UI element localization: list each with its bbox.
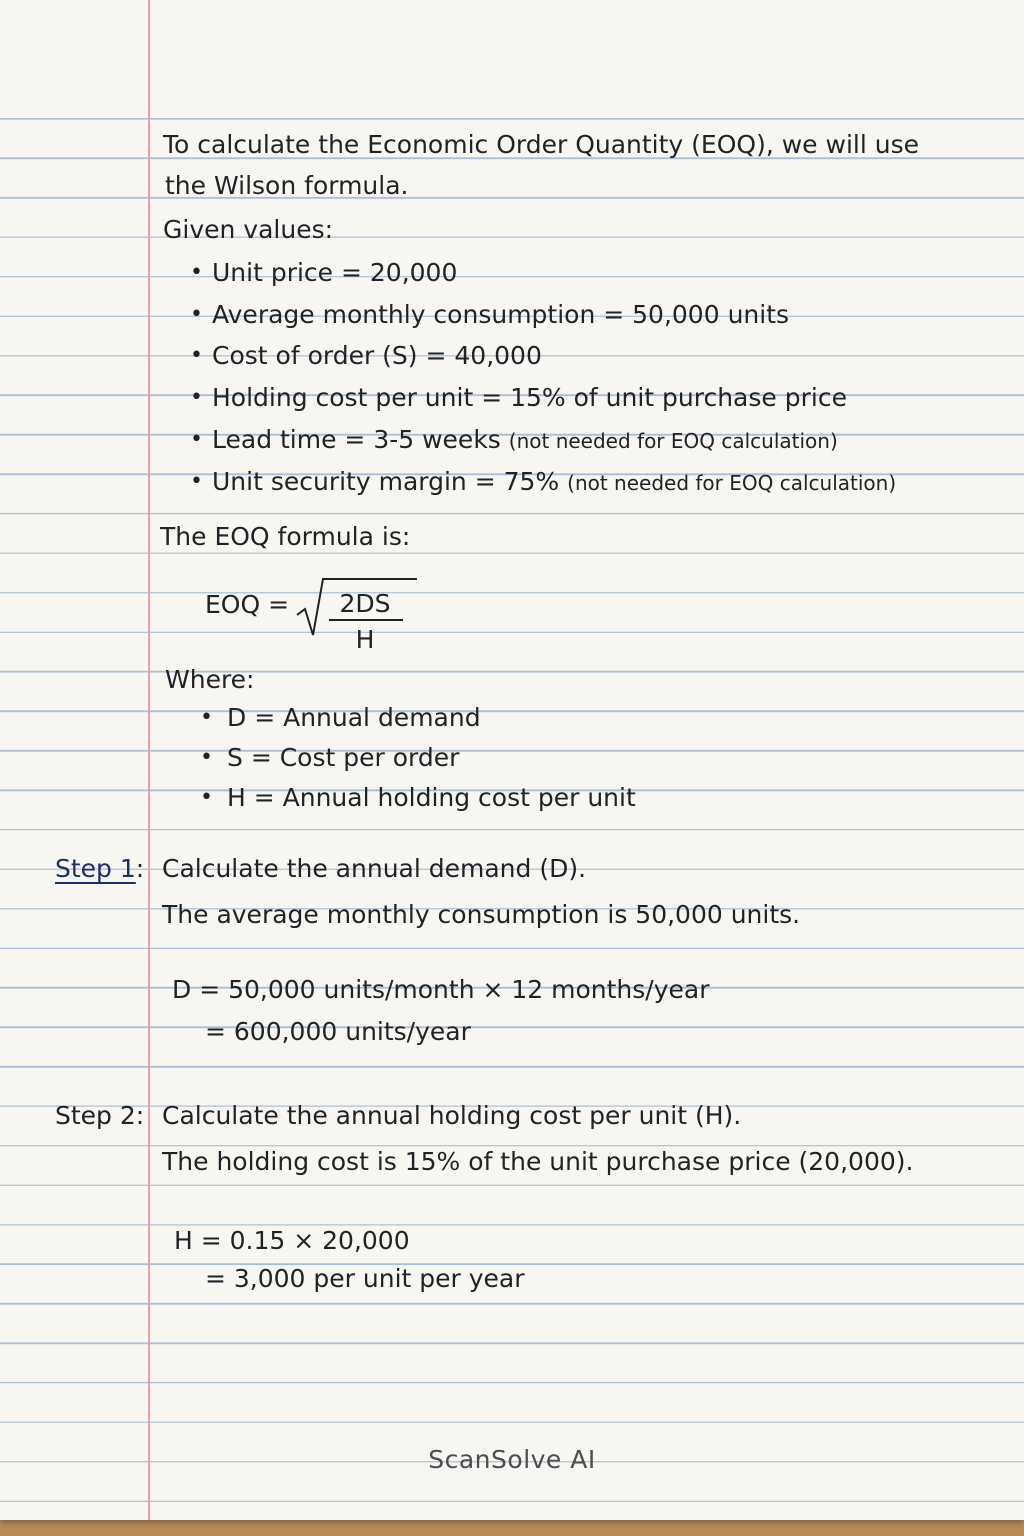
page-header-space — [0, 0, 1024, 118]
given-item-unit-price: Unit price = 20,000 — [212, 258, 458, 287]
bullet-icon: • — [190, 385, 203, 410]
formula-numerator: 2DS — [339, 589, 391, 618]
step-1-colon: : — [135, 854, 145, 883]
step-2-label: Step 2: — [55, 1101, 145, 1130]
where-item-d: D = Annual demand — [227, 703, 481, 732]
step-1-label — [55, 854, 144, 884]
where-heading: Where: — [165, 665, 255, 694]
given-heading: Given values: — [163, 215, 334, 244]
bullet-icon: • — [190, 343, 203, 368]
step-2-calc-line-1: H = 0.15 × 20,000 — [174, 1226, 410, 1255]
intro-line-2: the Wilson formula. — [165, 171, 409, 200]
step-1-title: Calculate the annual demand (D). — [162, 854, 587, 883]
watermark-label: ScanSolve AI — [428, 1445, 596, 1474]
bullet-icon: • — [190, 260, 203, 285]
security-margin-note: (not needed for EOQ calculation) — [567, 471, 897, 495]
formula-lhs: EOQ = — [205, 590, 290, 619]
lead-time-text: Lead time = 3-5 weeks — [212, 425, 501, 454]
given-item-security-margin — [212, 467, 896, 498]
bullet-icon: • — [190, 469, 203, 494]
lead-time-note: (not needed for EOQ calculation) — [508, 429, 838, 453]
where-item-s: S = Cost per order — [227, 743, 460, 772]
bullet-icon: • — [190, 427, 203, 452]
bullet-icon: • — [190, 302, 203, 327]
given-item-order-cost: Cost of order (S) = 40,000 — [212, 341, 542, 370]
bullet-icon: • — [200, 785, 213, 810]
step-2-description: The holding cost is 15% of the unit purchase price (20,000). — [162, 1147, 914, 1176]
margin-line — [148, 0, 150, 1520]
given-item-monthly-consumption: Average monthly consumption = 50,000 units — [212, 300, 790, 329]
step-1-label-text: Step 1 — [55, 854, 136, 883]
given-item-lead-time — [212, 425, 838, 456]
step-1-description: The average monthly consumption is 50,000 units. — [162, 900, 801, 929]
formula-denominator: H — [355, 625, 375, 654]
formula-intro: The EOQ formula is: — [160, 522, 411, 551]
step-1-calc-line-2: = 600,000 units/year — [205, 1017, 471, 1046]
step-1-calc-line-1: D = 50,000 units/month × 12 months/year — [172, 975, 710, 1004]
eoq-formula — [205, 575, 435, 660]
bullet-icon: • — [200, 705, 213, 730]
intro-line-1: To calculate the Economic Order Quantity (EOQ), we will use — [163, 130, 919, 159]
step-2-calc-line-2: = 3,000 per unit per year — [205, 1264, 525, 1293]
given-item-holding-cost: Holding cost per unit = 15% of unit purchase price — [212, 383, 847, 412]
where-item-h: H = Annual holding cost per unit — [227, 783, 636, 812]
bullet-icon: • — [200, 745, 213, 770]
security-margin-text: Unit security margin = 75% — [212, 467, 560, 496]
step-2-title: Calculate the annual holding cost per unit (H). — [162, 1101, 742, 1130]
